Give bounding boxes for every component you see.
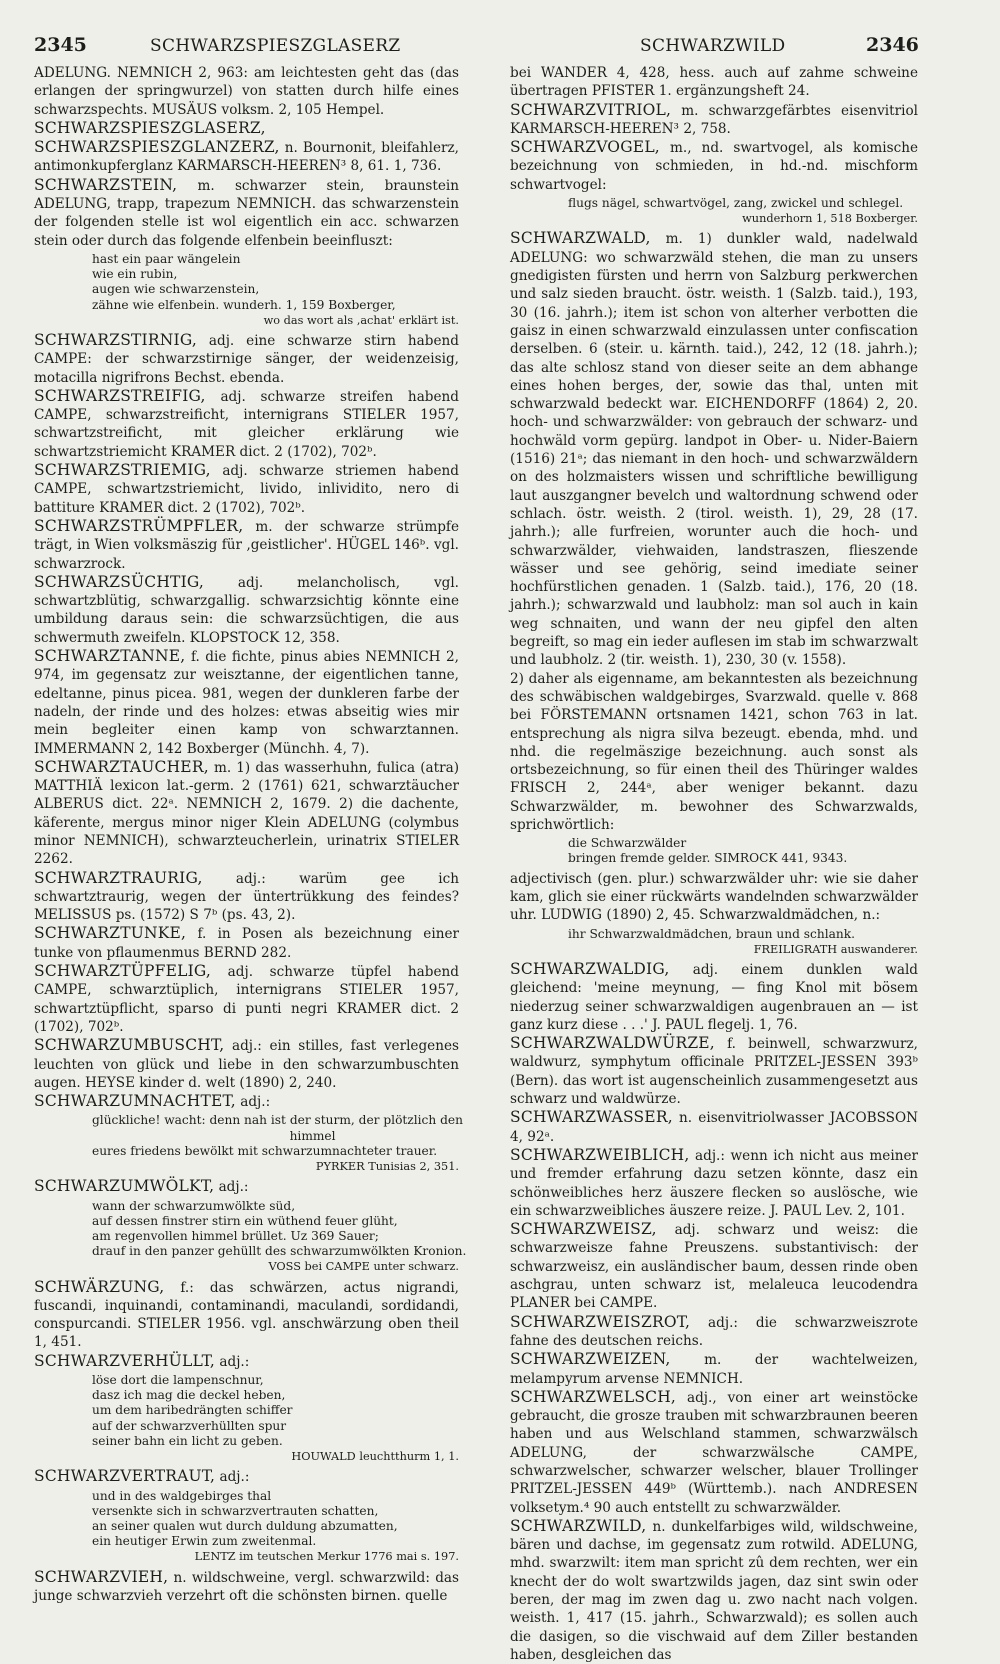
entry-headword: SCHWARZSÜCHTIG, — [34, 572, 205, 591]
dictionary-entry — [34, 1278, 459, 1352]
entry-headword: SCHWARZUMBUSCHT, — [34, 1036, 225, 1055]
entry-text: adj. einem dunklen wald gleichend: 'meine meynung, — fing Knol mit bösem niederzug seiner schwarzwaldigen augenbrauen an — ist ganz kurz diese . . .' J. PAUL flegelj. 1, 76. — [510, 961, 919, 1033]
quotation-line: versenkte sich in schwarzvertrauten schatten, — [92, 1503, 379, 1518]
quotation-line: himmel — [92, 1128, 336, 1143]
entry-headword: SCHWARZUMWÖLKT, — [34, 1177, 215, 1196]
quotation-source: PYRKER Tunisias 2, 351. — [315, 1160, 459, 1174]
entry-headword: SCHWARZSTREIFIG, — [34, 386, 206, 405]
entry-text: adjectivisch (gen. plur.) schwarzwälder uhr: wie sie daher kam, glich sie einer rückwärts wandelnden schwarzwälder uhr. LUDWIG (1890) 2, 45. Schwarzwaldmädchen, n.: — [510, 870, 918, 924]
quotation-line: dasz ich mag die deckel heben, — [92, 1388, 286, 1403]
entry-text: adj.: warüm gee ich schwartztraurig, wegen der üntertrükkung des feindes? MELISSUS ps. (1572) S 7ᵇ (ps. 43, 2). — [34, 870, 460, 924]
quotation-line: flugs nägel, schwartvögel, zang, zwickel und schlegel. — [568, 196, 904, 211]
entry-text: m. 1) das wasserhuhn, fulica (atra) MATTHIÄ lexicon lat.-germ. 2 (1761) 621, schwarztäucher ALBERUS dict. 22ᵃ. NEMNICH 2, 1679. 2) die dachente, käferente, mergus minor niger Klein ADELUNG (colymbus minor NEMNICH), schwarzteucherlein, urinatrix STIELER 2262. — [34, 759, 460, 868]
entry-text: m. schwarzgefärbtes eisenvitriol KARMARSCH-HEEREN³ 2, 758. — [510, 102, 918, 137]
entry-text: 2) daher als eigenname, am bekanntesten als bezeichnung des schwäbischen waldgebirges, Svarzwald. quelle v. 868 bei FÖRSTEMANN ortsnamen 1421, schon 763 in lat. entsprechung als nigra silva bezeugt. ebenda, mhd. und nhd. die regelmäszige bezeichnung. auch sonst als ortsbezeichnung, so für einen theil des Thüringer waldes FRISCH 2, 244ᵃ, aber weniger bekannt. dazu Schwarzwälder, m. bewohner des Schwarzwalds, sprichwörtlich: — [510, 670, 918, 833]
dictionary-entry — [510, 101, 918, 139]
left-running-head: SCHWARZSPIESZGLASERZ — [150, 36, 401, 56]
dictionary-entry — [34, 1177, 459, 1196]
dictionary-entry — [34, 461, 459, 517]
quotation-line: zähne wie elfenbein. wunderh. 1, 159 Boxberger, — [92, 297, 396, 312]
entry-text: adj. schwarz und weisz: die schwarzweisze fahne Preuszens. substantivisch: der schwarzweisz, ein ausländischer baum, dessen rinde oben aschgrau, unten schwarz ist, melaleuca leucodendra PLANER bei CAMPE. — [510, 1222, 918, 1312]
dictionary-entry — [34, 176, 459, 250]
dictionary-entry — [34, 647, 459, 758]
dictionary-entry — [510, 138, 918, 194]
quotation-line: seiner bahn ein licht zu geben. — [92, 1433, 283, 1448]
entry-headword: SCHWARZTANNE, — [34, 647, 186, 666]
dictionary-entry — [34, 64, 459, 119]
quotation-line: glückliche! wacht: denn nah ist der sturm, der plötzlich den — [92, 1113, 463, 1128]
quotation-source: LENTZ im teutschen Merkur 1776 mai s. 197. — [194, 1550, 459, 1564]
dictionary-entry — [510, 1034, 918, 1108]
dictionary-entry — [34, 573, 459, 647]
dictionary-entry — [34, 962, 459, 1036]
entry-quotation — [510, 196, 918, 226]
dictionary-entry — [34, 119, 459, 176]
entry-headword: SCHWARZSTEIN, — [34, 175, 178, 194]
right-column — [510, 64, 918, 1664]
entry-headword: SCHWARZSPIESZGLASERZ, SCHWARZSPIESZGLANZERZ, — [34, 118, 280, 157]
entry-headword: SCHWARZWEIZEN, — [510, 1350, 671, 1369]
entry-headword: SCHWARZSTRIEMIG, — [34, 461, 211, 480]
entry-headword: SCHWARZVIEH, — [34, 1567, 169, 1586]
entry-headword: SCHWARZWEISZROT, — [510, 1312, 691, 1331]
dictionary-entry — [34, 1092, 459, 1111]
entry-quotation — [510, 836, 918, 866]
entry-headword: SCHWARZWEISZ, — [510, 1220, 657, 1239]
dictionary-entry — [34, 387, 459, 461]
quotation-line: drauf in den panzer gehüllt des schwarzumwölkten Kronion. — [92, 1244, 467, 1259]
entry-text: adj. schwarze tüpfel habend CAMPE, schwarztüplich, internigrans STIELER 1957, schwartztüpflicht, sparso di punti negri KRAMER dict. 2 (1702), 702ᵇ. — [34, 964, 459, 1035]
quotation-line: hast ein paar wängelein — [92, 251, 241, 266]
entry-headword: SCHWARZTUNKE, — [34, 924, 187, 943]
dictionary-entry — [510, 1350, 918, 1388]
entry-text: m. schwarzer stein, braunstein ADELUNG, trapp, trapezum NEMNICH. das schwarzenstein der folgenden stelle ist wol eigentlich ein acc. schwarzen stein oder durch das folgende elfenbein beeinfluszt: — [34, 177, 459, 249]
entry-headword: SCHWARZTÜPFELIG, — [34, 962, 212, 981]
quotation-line: ein heutiger Erwin zum zweitenmal. — [92, 1534, 317, 1549]
dictionary-entry — [34, 1467, 459, 1486]
dictionary-entry — [34, 758, 459, 869]
dictionary-entry — [510, 1220, 918, 1312]
quotation-line: am regenvollen himmel brüllet. Uz 369 Sauer; — [92, 1228, 379, 1243]
entry-text: n. eisenvitriolwasser JACOBSSON 4, 92ᵃ. — [510, 1110, 918, 1145]
entry-text: n. Bournonit, bleifahlerz, antimonkupferglanz KARMARSCH-HEEREN³ 8, 61. 1, 736. — [34, 140, 459, 175]
dictionary-entry — [510, 1313, 918, 1351]
entry-text: m., nd. swartvogel, als komische bezeichnung von schmieden, in hd.-nd. mischform schwartvogel: — [510, 140, 918, 193]
dictionary-entry — [510, 870, 918, 925]
dictionary-entry — [510, 229, 918, 669]
dictionary-entry — [34, 924, 459, 962]
dictionary-entry — [510, 670, 918, 835]
entry-headword: SCHWARZVERHÜLLT, — [34, 1351, 216, 1370]
quotation-line: und in des waldgebirges thal — [92, 1488, 272, 1503]
entry-text: ADELUNG. NEMNICH 2, 963: am leichtesten geht das (das erlangen der springwurzel) von statten durch hilfe eines schwarzspechts. MUSÄUS volksm. 2, 105 Hempel. — [34, 65, 459, 118]
entry-headword: SCHWARZWEIBLICH, — [510, 1145, 690, 1164]
quotation-source: wo das wort als ‚achat' erklärt ist. — [263, 313, 459, 327]
quotation-source: HOUWALD leuchtthurm 1, 1. — [291, 1450, 459, 1464]
quotation-line: ihr Schwarzwaldmädchen, braun und schlank. — [568, 926, 855, 941]
entry-headword: SCHWARZWASSER, — [510, 1108, 673, 1127]
dictionary-entry — [34, 1568, 459, 1606]
entry-text: f. die fichte, pinus abies NEMNICH 2, 974, im gegensatz zur weisztanne, der eigentlichen tanne, edeltanne, pinus picea. 981, wegen der dunkleren farbe der nadeln, der rinde und des holzes: etwas abseitig wies mir mein begleiter einen kamp von schwarztannen. IMMERMANN 2, 142 Boxberger (Münchh. 4, 7). — [34, 649, 459, 757]
dictionary-entry — [34, 331, 459, 387]
dictionary-entry — [34, 1036, 459, 1092]
left-column — [34, 64, 467, 1605]
quotation-line: augen wie schwarzenstein, — [92, 282, 260, 297]
entry-text: bei WANDER 4, 428, hess. auch auf zahme schweine übertragen PFISTER 1. ergänzungsheft 24. — [510, 65, 918, 100]
entry-text: adj.: — [218, 1179, 249, 1196]
dictionary-entry — [510, 1388, 918, 1517]
entry-text: m. 1) dunkler wald, nadelwald ADELUNG: wo schwarzwäld stehen, die man zu unsers gnedigisten fürsten und herrn von Salzburg perkwerchen und salz sieden braucht. östr. weisth. 1 (Salzb. taid.), 193, 30 (16. jahrh.); item ist schon von alterher verbotten die gaisz in einen schwarzwald einzulassen unter confiscation derselben. 6 (steir. u. kärnth. taid.), 242, 12 (18. jahrh.); das alte schlosz stand von dieser seite an dem abhange eines hohen berges, der, sowie das thal, unten mit schwarzwald bedeckt war. EICHENDORFF (1864) 2, 20. hoch- und schwarzwälder: von gebrauch der schwarz- und hochwäld vorm gepürg. landpot in Ober- u. Nider-Baiern (1516) 21ᵃ; das niemant in den hoch- und schwarzwäldern on des holzmaisters wissen und schriftliche bewilligung laut auszgangner bevelch und waltordnung schwend oder schlach. östr. weisth. 2 (tirol. weisth. 1), 29, 28 (17. jahrh.); alle furfreien, worunter auch die hoch- und schwarzwälder, viehwaiden, landstraszen, flieszende wässer und see gehörig, seind imediate seiner hochfürstlichen genaden. 1 (Salzb. taid.), 176, 20 (18. jahrh.); schwarzwald und laubholz: man sol auch in kain weg schnaiten, und wann der neu gipfel den alten begreift, so mag ein ieder auflesen im stab im schwarzwalt und laubholz. 2 (tir. weisth. 1), 230, 30 (v. 1558). — [510, 231, 918, 669]
dictionary-entry — [34, 1352, 459, 1371]
entry-text: adj. melancholisch, vgl. schwartzblütig, schwarzgallig. schwarzsichtig könnte eine umbildung daraus sein: die schwarzsüchtigen, die aus schwermuth zweifeln. KLOPSTOCK 12, 358. — [34, 574, 459, 646]
entry-headword: SCHWARZVOGEL, — [510, 138, 660, 157]
right-running-head: SCHWARZWILD — [640, 36, 786, 56]
entry-headword: SCHWARZVERTRAUT, — [34, 1467, 216, 1486]
right-page-number: 2346 — [866, 34, 919, 56]
entry-text: f. in Posen als bezeichnung einer tunke von pflaumenmus BERND 282. — [34, 926, 459, 961]
entry-headword: SCHWARZTRAURIG, — [34, 868, 203, 887]
quotation-source: wunderhorn 1, 518 Boxberger. — [742, 212, 918, 226]
quotation-line: bringen fremde gelder. SIMROCK 441, 9343. — [568, 851, 848, 866]
entry-text: adj.: — [240, 1094, 271, 1111]
dictionary-entry — [34, 869, 459, 925]
dictionary-entry — [510, 1146, 918, 1220]
entry-text: adj.: ein stilles, fast verlegenes leuchten von glück und liebe in den schwarzumbuschten augen. HEYSE kinder d. welt (1890) 2, 240. — [34, 1038, 459, 1091]
entry-headword: SCHWARZSTIRNIG, — [34, 330, 197, 349]
entry-text: adj.: wenn ich nicht aus meiner und fremder erfahrung dazu setzen könnte, dasz ein schönweibliches herz äuszere flecken so auslösche, wie ein schwarzweibliches äuszere reize. J. PAUL Lev. 2, 101. — [510, 1147, 918, 1219]
entry-headword: SCHWÄRZUNG, — [34, 1277, 165, 1296]
entry-headword: SCHWARZTAUCHER, — [34, 757, 209, 776]
entry-headword: SCHWARZWALDWÜRZE, — [510, 1034, 715, 1053]
quotation-source: VOSS bei CAMPE unter schwarz. — [268, 1260, 459, 1274]
quotation-line: an seiner qualen wut durch duldung abzumatten, — [92, 1518, 398, 1533]
dictionary-entry — [510, 64, 918, 101]
entry-text: n. dunkelfarbiges wild, wildschweine, bären und dachse, im gegensatz zum rotwild. ADELUNG, mhd. swarzwilt: item man spricht zû dem rechten, wer ein knecht der do wolt swartzwilds jagen, daz sint swin oder beren, der mag im zwen dag u. zwo nacht nach volgen. weisth. 1, 417 (15. jahrh., Schwarzwald); es sollen auch die dasigen, so die vischwaid auf dem Ziller bestanden haben, desgleichen das — [510, 1518, 919, 1663]
entry-text: adj.: — [219, 1469, 250, 1486]
entry-text: f. beinwell, schwarzwurz, waldwurz, symphytum officinale PRITZEL-JESSEN 393ᵇ (Bern). das wort ist augenscheinlich zusammengesetzt aus schwarz und waldwürze. — [510, 1036, 918, 1108]
dictionary-entry — [510, 1108, 918, 1146]
quotation-line: um dem haribedrängten schiffer — [92, 1403, 293, 1418]
entry-quotation — [34, 1489, 459, 1565]
quotation-line: die Schwarzwälder — [568, 836, 687, 851]
quotation-line: wie ein rubin, — [92, 267, 178, 282]
entry-text: m. der wachtelweizen, melampyrum arvense NEMNICH. — [510, 1352, 918, 1387]
entry-headword: SCHWARZWALDIG, — [510, 959, 670, 978]
quotation-line: auf der schwarzverhüllten spur — [92, 1418, 287, 1433]
quotation-line: wann der schwarzumwölkte süd, — [92, 1198, 296, 1213]
dictionary-entry — [510, 960, 918, 1034]
entry-text: f.: das schwärzen, actus nigrandi, fuscandi, inquinandi, contaminandi, maculandi, sordidandi, conspurcandi. STIELER 1956. vgl. anschwärzung oben theil 1, 451. — [34, 1279, 459, 1351]
entry-quotation — [510, 927, 918, 957]
quotation-line: eures friedens bewölkt mit schwarzumnachteter trauer. — [92, 1143, 438, 1158]
entry-text: n. wildschweine, vergl. schwarzwild: das junge schwarzvieh verzehrt oft die schönsten birnen. quelle — [34, 1569, 459, 1604]
left-page-number: 2345 — [34, 34, 87, 56]
entry-quotation — [34, 1198, 467, 1275]
entry-headword: SCHWARZWILD, — [510, 1516, 647, 1535]
entry-quotation — [34, 1113, 463, 1174]
entry-text: adj.: die schwarzweiszrote fahne des deutschen reichs. — [510, 1314, 918, 1349]
entry-headword: SCHWARZWALD, — [510, 229, 651, 248]
entry-headword: SCHWARZSTRÜMPFLER, — [34, 516, 244, 535]
entry-text: adj. schwarze striemen habend CAMPE, schwartzstriemicht, livido, inlividito, nero di battiture KRAMER dict. 2 (1702), 702ᵇ. — [34, 463, 459, 516]
entry-headword: SCHWARZUMNACHTET, — [34, 1092, 236, 1111]
entry-headword: SCHWARZVITRIOL, — [510, 100, 672, 119]
entry-quotation — [34, 1373, 459, 1464]
entry-quotation — [34, 252, 459, 328]
quotation-source: FREILIGRATH auswanderer. — [753, 942, 918, 956]
dictionary-entry — [34, 517, 459, 573]
entry-text: m. der schwarze strümpfe trägt, in Wien volksmäszig für ‚geistlicher'. HÜGEL 146ᵇ. vgl. schwarzrock. — [34, 518, 459, 572]
entry-text: adj.: — [219, 1353, 250, 1370]
quotation-line: löse dort die lampenschnur, — [92, 1373, 264, 1388]
entry-text: adj., von einer art weinstöcke gebraucht, die grosze trauben mit schwarzbraunen beeren haben und aus Welschland stammen, schwarzwälsch ADELUNG, der schwarzwälsche CAMPE, schwarzwelscher, schwarzer welscher, blauer Trollinger PRITZEL-JESSEN 449ᵇ (Württemb.). nach ANDRESEN volksetym.⁴ 90 auch entstellt zu schwarzwälder. — [510, 1389, 918, 1516]
entry-headword: SCHWARZWELSCH, — [510, 1387, 677, 1406]
entry-text: adj. schwarze streifen habend CAMPE, schwarzstreificht, internigrans STIELER 1957, schwartzstreificht, mit gleicher erklärung wie schwartzstriemicht KRAMER dict. 2 (1702), 702ᵇ. — [34, 388, 459, 460]
dictionary-entry — [510, 1517, 918, 1664]
quotation-line: auf dessen finstrer stirn ein wüthend feuer glüht, — [92, 1213, 398, 1228]
entry-text: adj. eine schwarze stirn habend CAMPE: der schwarzstirnige sänger, der weidenzeisig, motacilla nigrifrons Bechst. ebenda. — [34, 332, 459, 386]
